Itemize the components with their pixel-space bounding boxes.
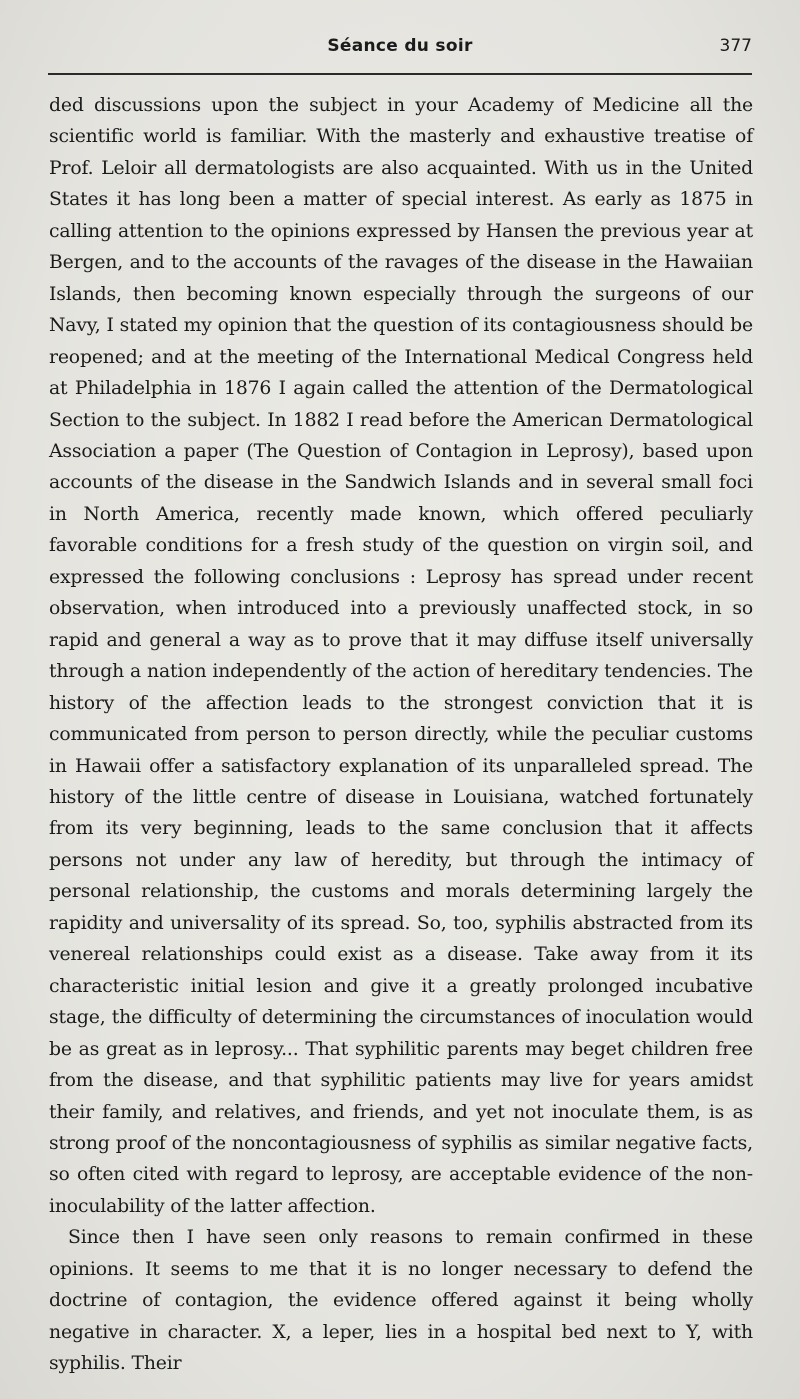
running-title: Séance du soir <box>327 36 473 56</box>
header-rule <box>48 73 752 75</box>
paragraph-continued: ded discussions upon the subject in your Academy of Medicine all the scientific world is familiar. With the masterly and exhaustive treatise of Prof. Leloir all dermatologists are also acquainted. With us in the United States it has long been a matter of special interest. As early as 1875 in calling attention to the opinions expressed by Hansen the previous year at Bergen, and to the accounts of the ravages of the disease in the Hawaiian Islands, then becoming known especially through the surgeons of our Navy, I stated my opinion that the question of its contagiousness should be reopened; and at the meeting of the International Medical Congress held at Philadelphia in 1876 I again called the attention of the Dermatological Section to the subject. In 1882 I read before the American Dermatological Association a paper (The Question of Contagion in Leprosy), based upon accounts of the disease in the Sandwich Islands and in several small foci in North America, recently made known, which offered peculiarly favorable conditions for a fresh study of the question on virgin soil, and expressed the following conclusions : Leprosy has spread under recent observation, when introduced into a previously unaffected stock, in so rapid and general a way as to prove that it may diffuse itself universally through a nation independently of the action of hereditary tendencies. The history of the affection leads to the strongest conviction that it is communicated from person to person directly, while the peculiar customs in Hawaii offer a satisfactory explanation of its unparalleled spread. The history of the little centre of disease in Louisiana, watched fortunately from its very beginning, leads to the same conclusion that it affects persons not under any law of heredity, but through the intimacy of personal relationship, the customs and morals determining largely the rapidity and universality of its spread. So, too, syphilis abstracted from its venereal relationships could exist as a disease. Take away from it its characteristic initial lesion and give it a greatly prolonged incubative stage, the difficulty of determining the circumstances of inoculation would be as great as in leprosy... That syphilitic parents may beget children free from the disease, and that syphilitic patients may live for years amidst their family, and relatives, and friends, and yet not inoculate them, is as strong proof of the noncontagiousness of syphilis as similar negative facts, so often cited with regard to leprosy, are acceptable evidence of the non-inoculability of the latter affection. <box>49 95 753 1217</box>
page-number: 377 <box>719 36 752 56</box>
body-text <box>49 90 753 1380</box>
paragraph: Since then I have seen only reasons to remain confirmed in these opinions. It seems to me that it is no longer necessary to defend the doctrine of contagion, the evidence offered against it being wholly negative in character. X, a leper, lies in a hospital bed next to Y, with syphilis. Their <box>49 1227 753 1375</box>
running-head <box>48 36 752 62</box>
